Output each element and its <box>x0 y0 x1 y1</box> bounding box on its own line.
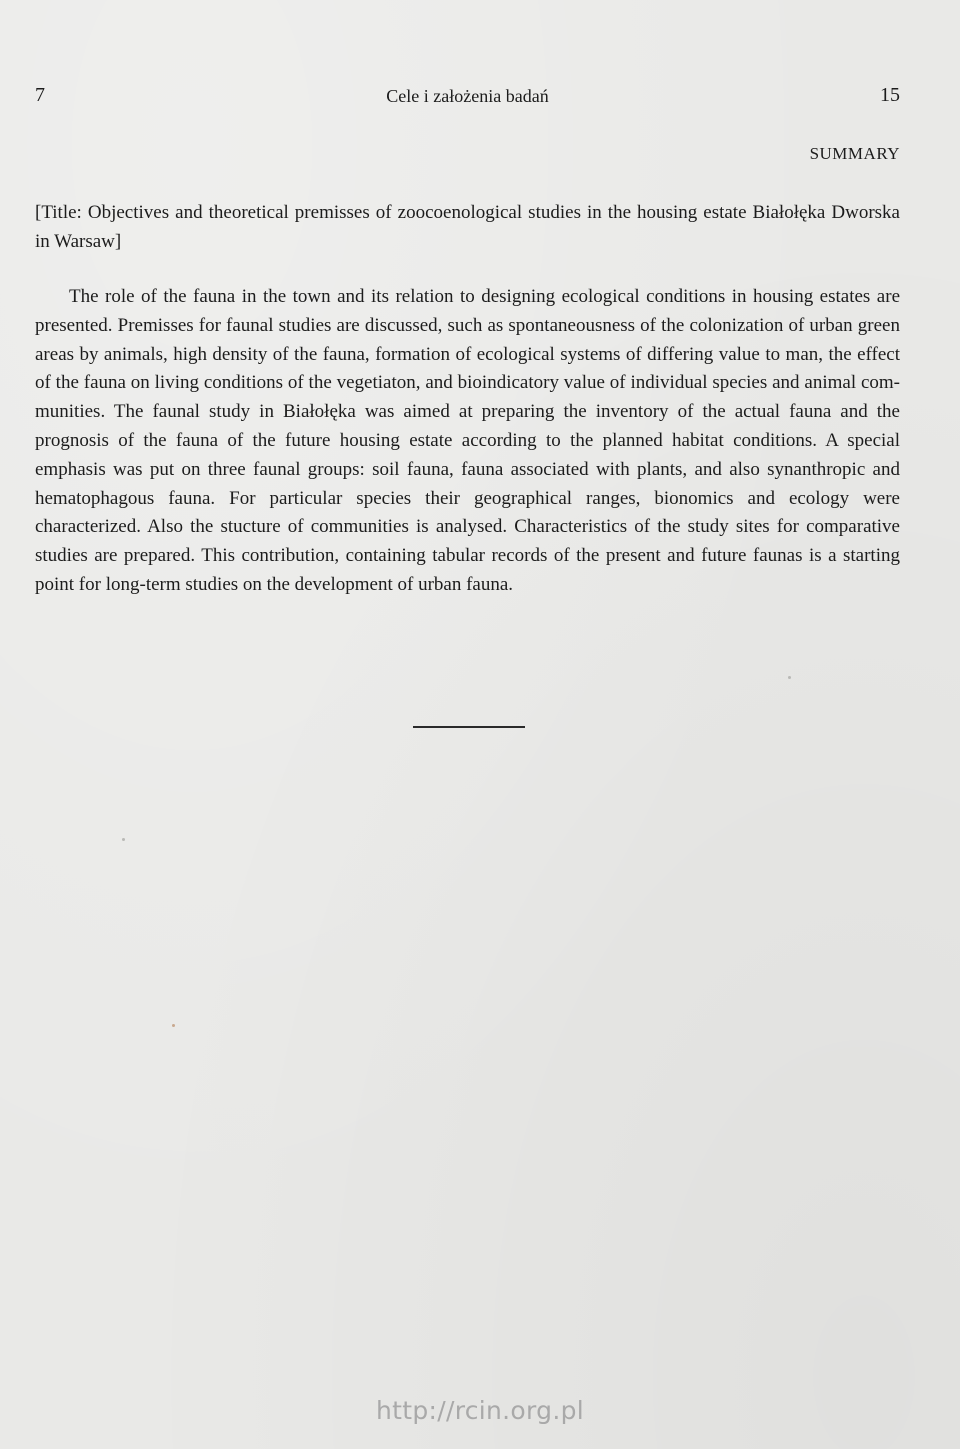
left-page-number: 7 <box>35 84 45 106</box>
right-page-number: 15 <box>880 84 900 106</box>
summary-title: [Title: Objectives and theoretical premisses of zoocoenological studies in the housing estate Białołęka Dworska in Warsaw] <box>35 202 900 252</box>
source-url[interactable]: http://rcin.org.pl <box>376 1396 584 1425</box>
page-header <box>35 84 900 114</box>
end-rule <box>413 726 525 728</box>
section-heading: SUMMARY <box>809 144 900 163</box>
paper-speck <box>172 1024 175 1027</box>
paper-speck <box>788 676 791 679</box>
summary-paragraph: The role of the fauna in the town and its relation to designing ecological conditions in housing estates are presented. Premisses for faunal studies are discussed, such as spontaneousness of the colonization of urban green areas by animals, high density of the fauna, formation of ecological systems of differing value to man, the effect of the fauna on living conditions of the vegetiaton, and bioindicatory value of individual species and animal communities. The faunal study in Białołęka was aimed at preparing the inventory of the actual fauna and the prognosis of the fauna of the future housing estate according to the planned habitat conditions. A special emphasis was put on three faunal groups: soil fauna, fauna associated with plants, and also synanthropic and hematophagous fauna. For particular species their geographical ranges, bionomics and ecology were characterized. Also the stucture of communities is analysed. Characteristics of the study sites for comparative studies are prepared. This contribution, containing tabular records of the present and future faunas is a starting point for long-term studies on the development of urban fauna. <box>35 286 900 595</box>
running-title: Cele i założenia badań <box>386 86 549 106</box>
paper-speck <box>122 838 125 841</box>
